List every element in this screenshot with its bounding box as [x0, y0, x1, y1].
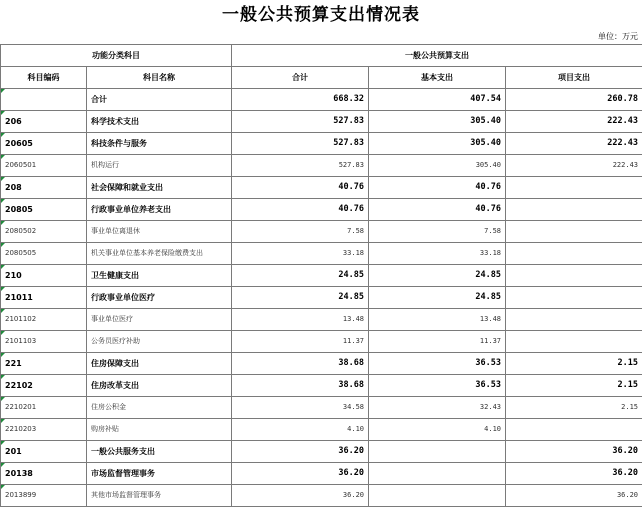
cell-code: 20805 — [1, 199, 87, 221]
cell-code: 2101102 — [1, 309, 87, 331]
cell-basic: 40.76 — [369, 177, 506, 199]
cell-marker-icon — [1, 265, 5, 269]
table-row — [1, 243, 642, 265]
cell-basic: 13.48 — [369, 309, 506, 331]
cell-marker-icon — [1, 397, 5, 401]
table-row — [1, 133, 642, 155]
table-row — [1, 309, 642, 331]
table-row — [1, 89, 642, 111]
cell-total: 38.68 — [232, 353, 369, 375]
cell-marker-icon — [1, 309, 5, 313]
cell-basic: 24.85 — [369, 287, 506, 309]
table-row — [1, 397, 642, 419]
cell-name: 其他市场监督管理事务 — [87, 485, 232, 507]
cell-total: 11.37 — [232, 331, 369, 353]
table-row — [1, 265, 642, 287]
table-row — [1, 111, 642, 133]
cell-project: 36.20 — [506, 485, 642, 507]
table-row — [1, 177, 642, 199]
cell-total: 40.76 — [232, 177, 369, 199]
table-row — [1, 419, 642, 441]
cell-basic: 407.54 — [369, 89, 506, 111]
cell-name: 社会保障和就业支出 — [87, 177, 232, 199]
cell-basic: 11.37 — [369, 331, 506, 353]
cell-marker-icon — [1, 199, 5, 203]
cell-marker-icon — [1, 463, 5, 467]
header-group-right: 一般公共预算支出 — [232, 45, 642, 67]
cell-marker-icon — [1, 485, 5, 489]
cell-name: 住房公积金 — [87, 397, 232, 419]
cell-total: 40.76 — [232, 199, 369, 221]
cell-marker-icon — [1, 221, 5, 225]
cell-code: 20138 — [1, 463, 87, 485]
cell-marker-icon — [1, 375, 5, 379]
cell-basic — [369, 485, 506, 507]
cell-project: 2.15 — [506, 353, 642, 375]
table-row — [1, 485, 642, 507]
cell-total: 36.20 — [232, 485, 369, 507]
unit-row — [0, 30, 642, 44]
cell-name: 购房补贴 — [87, 419, 232, 441]
cell-project: 36.20 — [506, 463, 642, 485]
cell-project: 2.15 — [506, 375, 642, 397]
table-row — [1, 221, 642, 243]
cell-project — [506, 177, 642, 199]
cell-code: 21011 — [1, 287, 87, 309]
cell-name: 事业单位医疗 — [87, 309, 232, 331]
cell-code: 2210201 — [1, 397, 87, 419]
cell-code: 2210203 — [1, 419, 87, 441]
table-row — [1, 375, 642, 397]
cell-basic: 305.40 — [369, 155, 506, 177]
cell-name: 市场监督管理事务 — [87, 463, 232, 485]
header-col-project: 项目支出 — [506, 67, 642, 89]
cell-marker-icon — [1, 155, 5, 159]
cell-code: 206 — [1, 111, 87, 133]
header-col-name: 科目名称 — [87, 67, 232, 89]
cell-total: 38.68 — [232, 375, 369, 397]
cell-total: 33.18 — [232, 243, 369, 265]
cell-total: 13.48 — [232, 309, 369, 331]
header-row-group — [1, 45, 642, 67]
cell-basic: 36.53 — [369, 375, 506, 397]
cell-code: 221 — [1, 353, 87, 375]
cell-code: 2013899 — [1, 485, 87, 507]
header-col-basic: 基本支出 — [369, 67, 506, 89]
cell-project — [506, 265, 642, 287]
cell-code: 210 — [1, 265, 87, 287]
unit-label: 单位：万元 — [598, 32, 638, 41]
cell-name: 卫生健康支出 — [87, 265, 232, 287]
table-row — [1, 441, 642, 463]
header-col-total: 合计 — [232, 67, 369, 89]
cell-project: 222.43 — [506, 111, 642, 133]
table-row — [1, 463, 642, 485]
cell-basic: 33.18 — [369, 243, 506, 265]
cell-project — [506, 243, 642, 265]
cell-basic — [369, 441, 506, 463]
cell-project: 260.78 — [506, 89, 642, 111]
cell-project — [506, 419, 642, 441]
cell-basic: 24.85 — [369, 265, 506, 287]
cell-name: 事业单位离退休 — [87, 221, 232, 243]
cell-total: 24.85 — [232, 287, 369, 309]
cell-name: 合计 — [87, 89, 232, 111]
page-title: 一般公共预算支出情况表 — [222, 5, 420, 25]
cell-project: 2.15 — [506, 397, 642, 419]
cell-name: 机关事业单位基本养老保险缴费支出 — [87, 243, 232, 265]
header-row-columns — [1, 67, 642, 89]
cell-marker-icon — [1, 243, 5, 247]
cell-marker-icon — [1, 111, 5, 115]
cell-marker-icon — [1, 441, 5, 445]
cell-basic — [369, 463, 506, 485]
cell-basic: 40.76 — [369, 199, 506, 221]
cell-name: 科技条件与服务 — [87, 133, 232, 155]
cell-basic: 4.10 — [369, 419, 506, 441]
cell-name: 公务员医疗补助 — [87, 331, 232, 353]
cell-basic: 305.40 — [369, 133, 506, 155]
cell-project — [506, 199, 642, 221]
cell-code: 2101103 — [1, 331, 87, 353]
cell-code: 2080502 — [1, 221, 87, 243]
header-col-code: 科目编码 — [1, 67, 87, 89]
table-row — [1, 155, 642, 177]
table-row — [1, 287, 642, 309]
cell-total: 36.20 — [232, 441, 369, 463]
cell-project — [506, 331, 642, 353]
budget-table — [0, 44, 642, 507]
cell-total: 527.83 — [232, 133, 369, 155]
cell-basic: 7.58 — [369, 221, 506, 243]
cell-name: 住房保障支出 — [87, 353, 232, 375]
cell-marker-icon — [1, 287, 5, 291]
cell-marker-icon — [1, 353, 5, 357]
cell-project — [506, 287, 642, 309]
header-group-left: 功能分类科目 — [1, 45, 232, 67]
cell-name: 科学技术支出 — [87, 111, 232, 133]
cell-code: 2080505 — [1, 243, 87, 265]
cell-marker-icon — [1, 331, 5, 335]
cell-project — [506, 221, 642, 243]
cell-total: 527.83 — [232, 155, 369, 177]
cell-marker-icon — [1, 89, 5, 93]
cell-total: 527.83 — [232, 111, 369, 133]
cell-basic: 36.53 — [369, 353, 506, 375]
cell-name: 机构运行 — [87, 155, 232, 177]
cell-marker-icon — [1, 133, 5, 137]
cell-total: 4.10 — [232, 419, 369, 441]
cell-basic: 32.43 — [369, 397, 506, 419]
cell-code: 20605 — [1, 133, 87, 155]
cell-total: 24.85 — [232, 265, 369, 287]
cell-project: 222.43 — [506, 133, 642, 155]
table-row — [1, 353, 642, 375]
cell-project: 222.43 — [506, 155, 642, 177]
cell-name: 住房改革支出 — [87, 375, 232, 397]
cell-basic: 305.40 — [369, 111, 506, 133]
cell-marker-icon — [1, 419, 5, 423]
cell-total: 7.58 — [232, 221, 369, 243]
cell-code — [1, 89, 87, 111]
cell-project: 36.20 — [506, 441, 642, 463]
table-row — [1, 199, 642, 221]
cell-total: 668.32 — [232, 89, 369, 111]
cell-name: 行政事业单位医疗 — [87, 287, 232, 309]
cell-total: 36.20 — [232, 463, 369, 485]
cell-marker-icon — [1, 177, 5, 181]
cell-code: 201 — [1, 441, 87, 463]
cell-code: 208 — [1, 177, 87, 199]
cell-code: 2060501 — [1, 155, 87, 177]
cell-code: 22102 — [1, 375, 87, 397]
cell-total: 34.58 — [232, 397, 369, 419]
table-row — [1, 331, 642, 353]
cell-name: 行政事业单位养老支出 — [87, 199, 232, 221]
cell-name: 一般公共服务支出 — [87, 441, 232, 463]
cell-project — [506, 309, 642, 331]
